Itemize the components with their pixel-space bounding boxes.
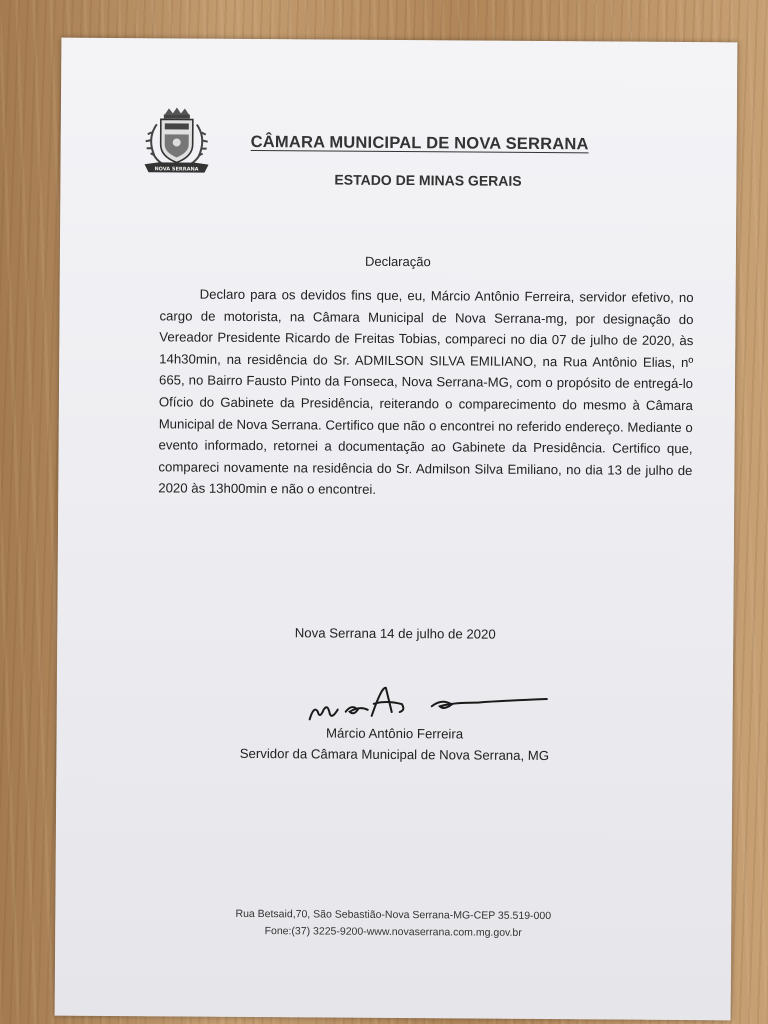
state-subtitle: ESTADO DE MINAS GERAIS: [334, 171, 522, 189]
crest-ribbon-text: NOVA SERRANA: [154, 166, 199, 173]
footer-address: Rua Betsaid,70, São Sebastião-Nova Serrana-MG-CEP 35.519-000: [235, 907, 552, 923]
footer-contact: Fone:(37) 3225-9200-www.novaserrana.com.mg.gov.br: [264, 925, 522, 939]
date-line: Nova Serrana 14 de julho de 2020: [294, 625, 496, 642]
signer-role: Servidor da Câmara Municipal de Nova Serrana, MG: [239, 745, 550, 764]
letter-page: [55, 38, 738, 1021]
document-title: Declaração: [364, 253, 431, 270]
signer-name: Márcio Antônio Ferreira: [325, 725, 464, 742]
declaration-body: Declaro para os devidos fins que, eu, Márcio Antônio Ferreira, servidor efetivo, no cargo de motorista, na Câmara Municipal de Nova Serrana-mg, por designação do Vereador Presidente Ricardo de Freitas Tobias, compareci no dia 07 de julho de 2020, às 14h30min, na residência do Sr. ADMILSON SILVA EMILIANO, na Rua Antônio Elias, nº 665, no Bairro Fausto Pinto da Fonseca, Nova Serrana-MG, com o propósito de entregá-lo Ofício do Gabinete da Presidência, reiterando o comparecimento do mesmo à Câmara Municipal de Nova Serrana. Certifico que não o encontrei no referido endereço. Mediante o evento informado, retornei a documentação ao Gabinete da Presidência. Certifico que, compareci novamente na residência do Sr. Admilson Silva Emiliano, no dia 13 de julho de 2020 às 13h00min e não o encontrei.: [158, 286, 694, 498]
footer: [55, 905, 731, 944]
handwritten-signature-icon: [302, 675, 562, 727]
institution-title: CÂMARA MUNICIPAL DE NOVA SERRANA: [250, 132, 589, 154]
